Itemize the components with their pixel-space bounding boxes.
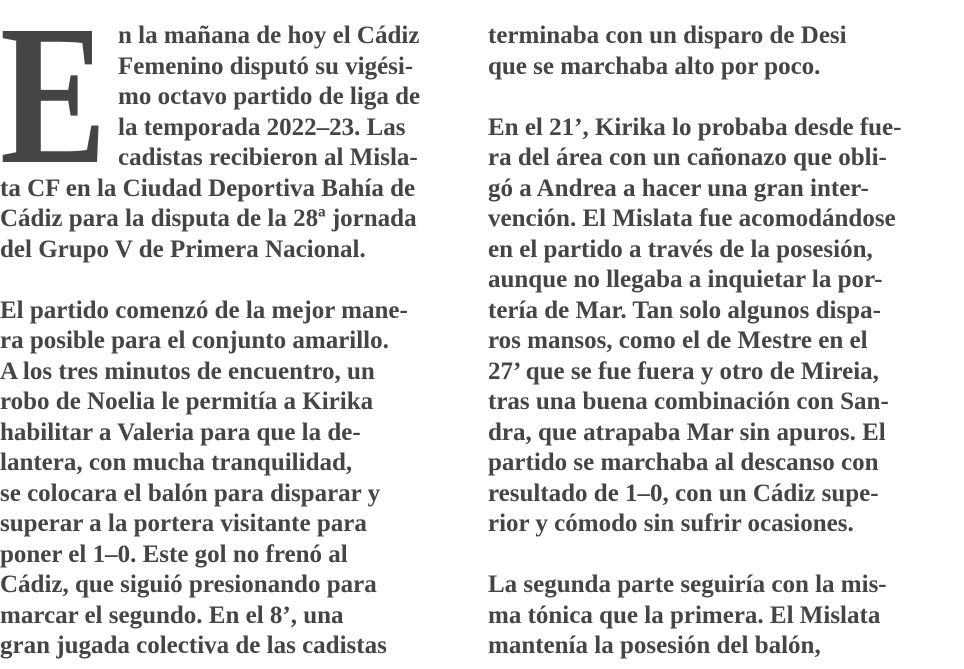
text-line: ma tónica que la primera. El Mislata [488, 601, 881, 629]
drop-cap [0, 0, 112, 206]
text-line: El partido comenzó de la mejor mane- [0, 296, 408, 324]
text-line: En el 21’, Kirika lo probaba desde fue- [488, 113, 902, 141]
text-line: aunque no llegaba a inquietar la por- [488, 266, 883, 293]
text-line: ra posible para el conjunto amarillo. [0, 327, 389, 354]
text-line: Cádiz, que siguió presionando para [0, 571, 377, 598]
text-line: n la mañana de hoy el Cádiz [118, 22, 420, 49]
text-line: gó a Andrea a hacer una gran inter- [488, 174, 869, 202]
text-column-left [0, 0, 470, 662]
text-line: poner el 1–0. Este gol no frenó al [0, 540, 348, 568]
text-line: rior y cómodo sin sufrir ocasiones. [488, 510, 854, 537]
paragraph [488, 21, 964, 82]
text-line: vención. El Mislata fue acomodándose [488, 205, 896, 232]
drop-cap-letter: E [0, 0, 107, 206]
text-line: lantera, con mucha tranquilidad, [0, 449, 353, 476]
text-line: mo octavo partido de liga de [118, 83, 421, 110]
paragraph [0, 296, 470, 662]
text-line: A los tres minutos de encuentro, un [0, 357, 375, 385]
paragraph [0, 0, 470, 265]
text-line: ra del área con un cañonazo que obli- [488, 144, 887, 171]
paragraph [488, 570, 964, 662]
text-line: superar a la portera visitante para [0, 510, 367, 537]
text-line: marcar el segundo. En el 8’, una [0, 601, 344, 629]
text-line: tería de Mar. Tan solo algunos dispa- [488, 296, 881, 324]
text-line: ros mansos, como el de Mestre en el [488, 327, 868, 354]
text-line: la temporada 2022–23. Las [118, 113, 406, 141]
text-line: 27’ que se fue fuera y otro de Mireia, [488, 357, 879, 385]
text-line: robo de Noelia le permitía a Kirika [0, 388, 374, 415]
text-line: del Grupo V de Primera Nacional. [0, 235, 366, 263]
text-line: La segunda parte seguiría con la mis- [488, 571, 887, 598]
text-line: tras una buena combinación con San- [488, 388, 889, 415]
text-line: gran jugada colectiva de las cadistas [0, 632, 387, 659]
text-line: resultado de 1–0, con un Cádiz supe- [488, 479, 879, 507]
text-line: en el partido a través de la posesión, [488, 235, 873, 263]
text-line: dra, que atrapaba Mar sin apuros. El [488, 418, 886, 446]
text-column-right [488, 21, 964, 662]
paragraph [488, 113, 964, 540]
text-line: mantenía la posesión del balón, [488, 632, 821, 659]
text-line: se colocara el balón para disparar y [0, 479, 381, 507]
text-line: habilitar a Valeria para que la de- [0, 418, 361, 446]
text-line: terminaba con un disparo de Desi [488, 22, 847, 49]
text-line: ta CF en la Ciudad Deportiva Bahía de [0, 174, 416, 202]
text-line: cadistas recibieron al Misla- [118, 144, 418, 171]
text-line: Cádiz para la disputa de la 28ª jornada [0, 205, 417, 232]
text-line: Femenino disputó su vigési- [118, 52, 414, 80]
text-line: que se marchaba alto por poco. [488, 52, 821, 80]
text-line: partido se marchaba al descanso con [488, 449, 879, 476]
